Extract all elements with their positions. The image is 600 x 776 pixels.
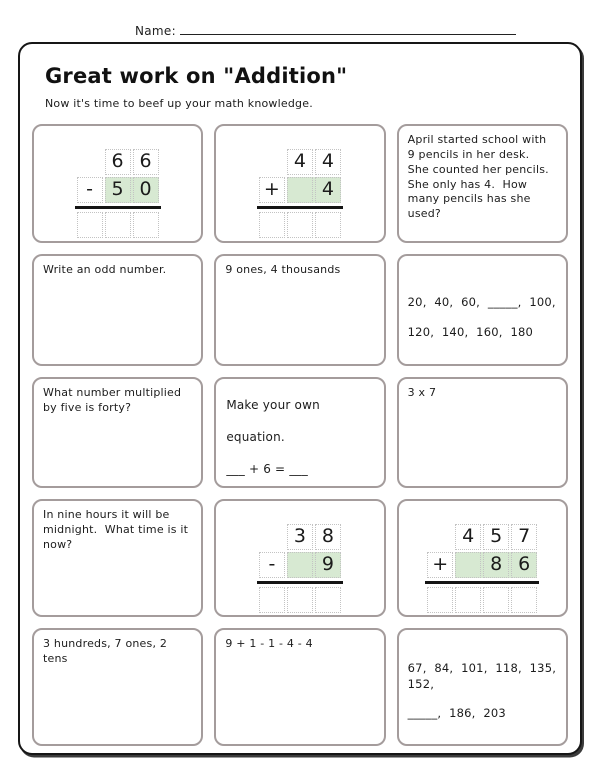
answer-cell[interactable] xyxy=(483,587,509,613)
problem-text: In nine hours it will be midnight. What time is it now? xyxy=(43,508,192,551)
problem-box-place-value-hundreds xyxy=(32,628,203,746)
column-addition xyxy=(259,149,341,238)
name-input-line[interactable] xyxy=(180,22,516,35)
equals-line xyxy=(257,206,343,209)
problem-text: April started school with 9 pencils in her desk. She counted her pencils. She only has 4. How many pencils has she used? xyxy=(407,133,557,221)
problem-box-midnight-time xyxy=(32,499,203,617)
problem-box-addition-44-4 xyxy=(214,124,385,243)
bottom-operand-row xyxy=(427,552,537,578)
digit-cell: 4 xyxy=(315,149,341,175)
equals-line xyxy=(425,581,539,584)
answer-cell[interactable] xyxy=(287,212,313,238)
digit-cell xyxy=(455,552,481,578)
equals-line xyxy=(75,206,161,209)
digit-cell xyxy=(287,552,313,578)
answer-cell[interactable] xyxy=(287,587,313,613)
worksheet-subtitle: Now it's time to beef up your math knowledge. xyxy=(45,97,313,110)
answer-cell[interactable] xyxy=(105,212,131,238)
problem-box-word-pencils xyxy=(397,124,568,243)
problem-box-3x7 xyxy=(397,377,568,488)
worksheet-page xyxy=(18,42,582,755)
answer-cell[interactable] xyxy=(455,587,481,613)
problem-text: 3 hundreds, 7 ones, 2 tens xyxy=(43,637,171,665)
problem-box-expression xyxy=(214,628,385,746)
sequence-line: 120, 140, 160, 180 xyxy=(407,324,533,339)
top-operand-row xyxy=(427,524,537,550)
plus-operator: + xyxy=(259,177,285,203)
digit-cell: 4 xyxy=(455,524,481,550)
problem-box-place-value-ones-thousands xyxy=(214,254,385,366)
answer-row xyxy=(259,587,341,613)
digit-cell: 6 xyxy=(133,149,159,175)
answer-cell[interactable] xyxy=(315,212,341,238)
highlighted-operand xyxy=(287,177,341,203)
digit-cell xyxy=(287,177,313,203)
problem-text: 3 x 7 xyxy=(407,386,437,399)
digit-cell: 0 xyxy=(133,177,159,203)
digit-cell: 8 xyxy=(315,524,341,550)
digit-cell: 5 xyxy=(483,524,509,550)
top-operand-row xyxy=(259,524,341,550)
top-operand-row xyxy=(259,149,341,175)
answer-cell[interactable] xyxy=(77,212,103,238)
digit-cell: 8 xyxy=(483,552,509,578)
top-operand-row xyxy=(77,149,159,175)
sequence-line: 67, 84, 101, 118, 135, 152, xyxy=(407,661,564,691)
operator-spacer xyxy=(77,149,103,175)
digit-cell: 7 xyxy=(511,524,537,550)
digit-cell: 4 xyxy=(315,177,341,203)
problem-text: 9 + 1 - 1 - 4 - 4 xyxy=(225,637,313,650)
answer-cell[interactable] xyxy=(259,587,285,613)
column-subtraction xyxy=(259,524,341,613)
answer-cell[interactable] xyxy=(427,587,453,613)
operator-spacer xyxy=(259,524,285,550)
highlighted-operand xyxy=(455,552,537,578)
bottom-operand-row xyxy=(259,552,341,578)
bottom-operand-row xyxy=(77,177,159,203)
highlighted-operand xyxy=(105,177,159,203)
minus-operator: - xyxy=(259,552,285,578)
highlighted-operand xyxy=(287,552,341,578)
answer-row xyxy=(77,212,159,238)
sequence-line: 20, 40, 60, _____, 100, xyxy=(407,295,556,309)
answer-row xyxy=(259,212,341,238)
equals-line xyxy=(257,581,343,584)
problem-text: Write an odd number. xyxy=(43,263,167,276)
problem-box-sequence-17s xyxy=(397,628,568,746)
minus-operator: - xyxy=(77,177,103,203)
answer-cell[interactable] xyxy=(315,587,341,613)
answer-row xyxy=(427,587,537,613)
digit-cell: 5 xyxy=(105,177,131,203)
problem-text: 9 ones, 4 thousands xyxy=(225,263,341,276)
problem-text-line: Make your own xyxy=(226,398,320,412)
problem-box-make-equation xyxy=(214,377,385,488)
name-label: Name: xyxy=(135,24,176,38)
operator-spacer xyxy=(259,149,285,175)
answer-cell[interactable] xyxy=(133,212,159,238)
worksheet-title: Great work on "Addition" xyxy=(45,64,348,88)
column-subtraction xyxy=(77,149,159,238)
operator-spacer xyxy=(427,524,453,550)
bottom-operand-row xyxy=(259,177,341,203)
problem-box-multiply-forty xyxy=(32,377,203,488)
answer-cell[interactable] xyxy=(259,212,285,238)
problem-text-line: equation. xyxy=(226,430,285,445)
name-row xyxy=(0,0,600,42)
digit-cell: 6 xyxy=(105,149,131,175)
digit-cell: 9 xyxy=(315,552,341,578)
digit-cell: 6 xyxy=(511,552,537,578)
plus-operator: + xyxy=(427,552,453,578)
problem-box-sequence-20s xyxy=(397,254,568,366)
column-addition xyxy=(427,524,537,613)
problem-box-write-odd-number xyxy=(32,254,203,366)
digit-cell: 3 xyxy=(287,524,313,550)
problem-box-subtraction-38-9 xyxy=(214,499,385,617)
answer-cell[interactable] xyxy=(511,587,537,613)
problem-grid xyxy=(32,124,568,746)
problem-box-subtraction-66-50 xyxy=(32,124,203,243)
equation-blank-line[interactable]: ___ + 6 = ___ xyxy=(226,462,308,477)
problem-box-addition-457-86 xyxy=(397,499,568,617)
problem-text: What number multiplied by five is forty? xyxy=(43,386,185,414)
sequence-line: _____, 186, 203 xyxy=(407,706,506,721)
digit-cell: 4 xyxy=(287,149,313,175)
